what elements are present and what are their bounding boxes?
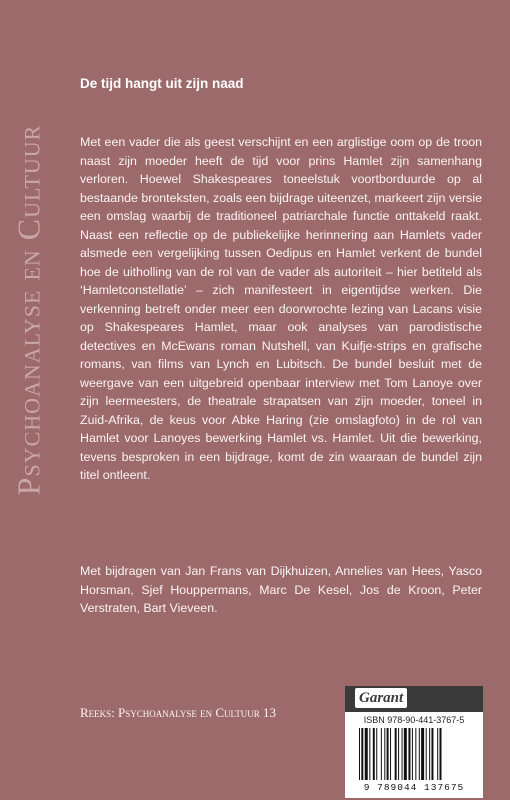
spine-series-title <box>4 60 54 560</box>
isbn-text: ISBN 978-90-441-3767-5 <box>363 715 465 725</box>
barcode-digits: 9 789044 137675 <box>363 782 465 793</box>
spine-text: Psychoanalyse en Cultuur <box>10 124 47 496</box>
blurb-paragraph: Met een vader die als geest verschijnt en een arglistige oom op de troon naast zijn moeder heeft de tijd voor prins Hamlet zijn samenhang verloren. Hoewel Shakespeares toneelstuk voortborduurde op al bestaande bronteksten, zoals een bijdrage uiteenzet, markeert zijn versie een omslag waarbij de traditioneel patriarchale functie onttakeld raakt. Naast een reflectie op de publiekelijke herinnering aan Hamlets vader alsmede een vergelijking tussen Oedipus en Hamlet verkent de bundel hoe de uitholling van de rol van de vader als autoriteit – hier betiteld als ‘Hamletconstellatie’ – zich manifesteert in eigentijdse werken. Die verkenning betreft onder meer een doorwrochte lezing van Lacans visie op Shakespeares Hamlet, maar ook analyses van parodistische detectives en McEwans roman Nutshell, van Kuifje-strips en grafische romans, van films van Lynch en Lubitsch. De bundel besluit met de weergave van een uitgebreid openbaar interview met Tom Lanoye over zijn leermeesters, de theatrale strapatsen van zijn moeder, toneel in Zuid-Afrika, de keus voor Abke Haring (zie omslagfoto) in de rol van Hamlet voor Lanoyes bewerking Hamlet vs. Hamlet. Uit die bewerking, tevens besproken in een bijdrage, komt de zin waaraan de bundel zijn titel ontleent. <box>80 135 482 482</box>
barcode-icon <box>359 728 471 780</box>
publisher-logo: Garant <box>355 688 407 708</box>
contributors-paragraph: Met bijdragen van Jan Frans van Dijkhuizen, Annelies van Hees, Yasco Horsman, Sjef Houppermans, Marc De Kesel, Jos de Kroon, Peter Verstraten, Bart Vieveen. <box>80 564 482 615</box>
publisher-strip <box>345 686 483 712</box>
series-label: Reeks: Psychoanalyse en Cultuur 13 <box>80 705 276 720</box>
barcode-panel <box>345 686 483 798</box>
book-title: De tijd hangt uit zijn naad <box>80 76 244 91</box>
